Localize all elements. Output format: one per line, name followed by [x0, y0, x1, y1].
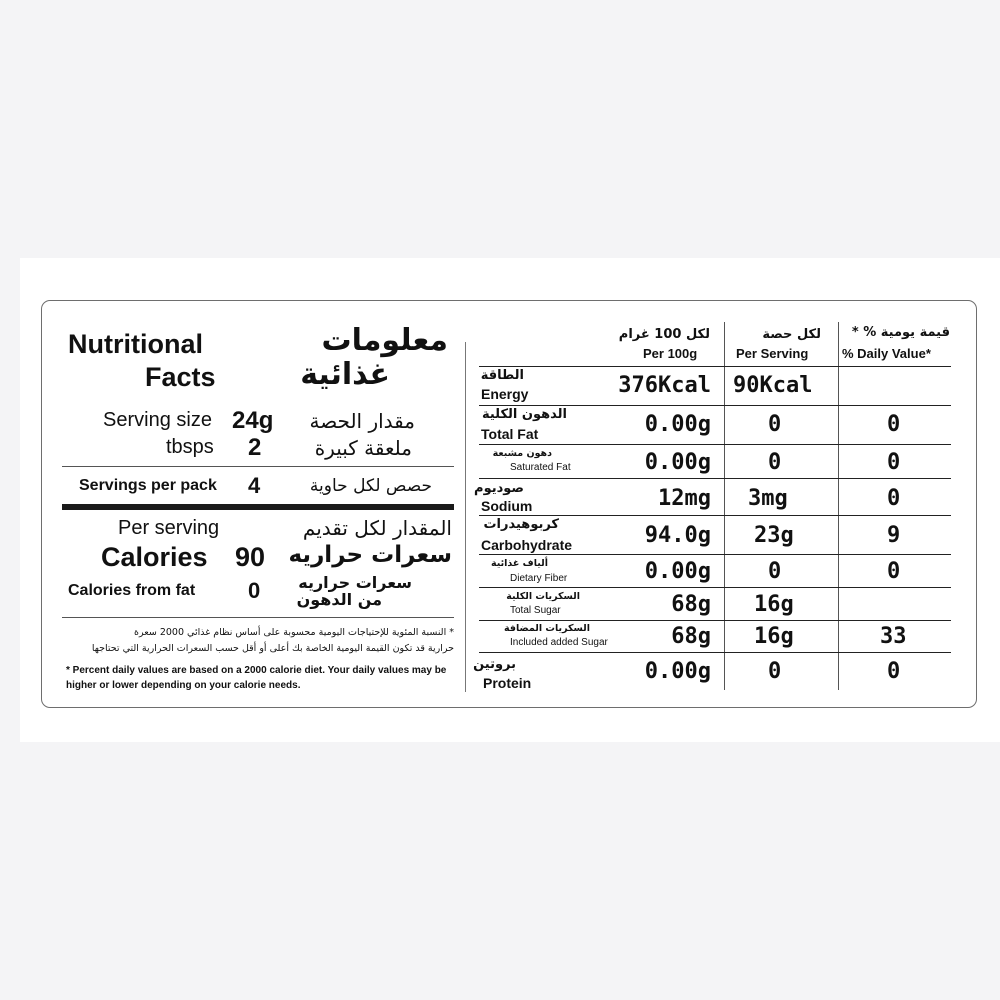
- row-line: [479, 587, 951, 588]
- serving-size-label: Serving size: [103, 409, 212, 431]
- servings-per-pack-ar: حصص لكل حاوية: [309, 476, 432, 496]
- panel-divider: [465, 342, 466, 692]
- servings-per-pack-label: Servings per pack: [79, 477, 217, 494]
- divider-footnote: [62, 617, 454, 618]
- cell-per100: 68g: [671, 624, 711, 649]
- servings-per-pack-value: 4: [248, 473, 261, 498]
- row-label-en: Total Sugar: [510, 605, 561, 616]
- calories-from-fat-ar-line1: سعرات حراريه: [298, 573, 412, 592]
- row-label-ar: دهون مشبعة: [492, 448, 552, 459]
- divider-thick: [62, 504, 454, 510]
- calories-from-fat-value: 0: [248, 578, 261, 603]
- footnote-en-line2: higher or lower depending on your calorie needs.: [66, 680, 301, 691]
- cell-per100: 0.00g: [644, 450, 711, 475]
- header-serving-en: Per Serving: [736, 346, 809, 361]
- per-serving-label: Per serving: [118, 517, 220, 539]
- header-per100-ar: لكل 100 غرام: [618, 327, 710, 342]
- cell-per100: 0.00g: [644, 659, 711, 684]
- row-label-en: Total Fat: [481, 426, 539, 442]
- row-label-ar: الطاقة: [480, 368, 524, 383]
- row-label-ar: السكريات الكلية: [506, 591, 580, 602]
- header-dv-ar: قيمة يومية % *: [851, 325, 950, 340]
- cell-serving: 3mg: [748, 486, 788, 511]
- tbsps-ar: ملعقة كبيرة: [314, 436, 412, 460]
- serving-size-value: 24g: [232, 407, 274, 434]
- footnote-ar-line2: حرارية قد تكون القيمة اليومية الخاصة بك أعلى أو أقل حسب السعرات الحرارية التي تحتاجها: [91, 643, 454, 654]
- calories-from-fat-ar-line2: من الدهون: [296, 590, 382, 609]
- title-ar-line2: غذائية: [300, 357, 390, 392]
- title-en-line1: Nutritional: [68, 329, 203, 359]
- calories-ar: سعرات حراريه: [288, 542, 452, 568]
- row-label-en: Sodium: [481, 498, 533, 514]
- tbsps-label: tbsps: [166, 436, 214, 458]
- footnote-en-line1: * Percent daily values are based on a 2000 calorie diet. Your daily values may be: [66, 665, 447, 676]
- row-label-ar: بروتين: [473, 657, 516, 672]
- row-line: [479, 444, 951, 445]
- calories-value: 90: [235, 542, 266, 572]
- cell-dv: 0: [887, 486, 901, 511]
- cell-per100: 68g: [671, 592, 711, 617]
- row-line-header: [479, 366, 951, 367]
- cell-serving: 23g: [754, 523, 794, 548]
- cell-dv: 0: [887, 659, 901, 684]
- cell-serving: 0: [768, 659, 782, 684]
- row-line: [479, 515, 951, 516]
- cell-dv: 33: [880, 624, 907, 649]
- row-label-en: Saturated Fat: [510, 462, 571, 473]
- row-label-ar: صوديوم: [474, 481, 524, 496]
- row-label-ar: كربوهيدرات: [483, 517, 559, 532]
- cell-dv: 0: [887, 412, 901, 437]
- tbsps-value: 2: [248, 434, 262, 461]
- cell-serving: 0: [768, 450, 782, 475]
- row-label-en: Carbohydrate: [481, 537, 573, 553]
- cell-serving: 16g: [754, 592, 794, 617]
- cell-serving: 16g: [754, 624, 794, 649]
- row-line: [479, 478, 951, 479]
- header-per100-en: Per 100g: [643, 346, 698, 361]
- column-divider-1: [724, 322, 725, 690]
- column-divider-2: [838, 322, 839, 690]
- row-label-en: Energy: [481, 386, 529, 402]
- serving-size-ar: مقدار الحصة: [309, 409, 415, 433]
- row-label-en: Protein: [483, 675, 532, 691]
- cell-dv: 0: [887, 450, 901, 475]
- cell-dv: 0: [887, 559, 901, 584]
- cell-serving: 90Kcal: [733, 373, 813, 398]
- title-en-line2: Facts: [145, 362, 216, 392]
- row-line: [479, 620, 951, 621]
- cell-per100: 0.00g: [644, 412, 711, 437]
- cell-per100: 12mg: [658, 486, 711, 511]
- footnote-ar-line1: * النسبة المئوية للإحتياجات اليومية محسوبة على أساس نظام غذائي 2000 سعرة: [134, 627, 454, 638]
- row-label-en: Dietary Fiber: [510, 573, 568, 584]
- header-serving-ar: لكل حصة: [762, 327, 821, 342]
- cell-per100: 94.0g: [644, 523, 711, 548]
- row-line: [479, 652, 951, 653]
- header-dv-en: % Daily Value*: [842, 346, 931, 361]
- calories-from-fat-label: Calories from fat: [68, 582, 196, 599]
- per-serving-ar: المقدار لكل تقديم: [302, 516, 452, 540]
- row-label-en: Included added Sugar: [510, 637, 608, 648]
- calories-label: Calories: [101, 542, 208, 572]
- row-label-ar: ألياف غذائية: [490, 558, 548, 569]
- cell-serving: 0: [768, 412, 782, 437]
- cell-dv: 9: [887, 523, 901, 548]
- cell-per100: 376Kcal: [618, 373, 711, 398]
- title-ar-line1: معلومات: [321, 323, 448, 358]
- row-label-ar: الدهون الكلية: [481, 407, 567, 422]
- cell-serving: 0: [768, 559, 782, 584]
- row-label-ar: السكريات المضافة: [503, 623, 590, 634]
- row-line: [479, 554, 951, 555]
- cell-per100: 0.00g: [644, 559, 711, 584]
- row-line: [479, 405, 951, 406]
- divider-thin: [62, 466, 454, 467]
